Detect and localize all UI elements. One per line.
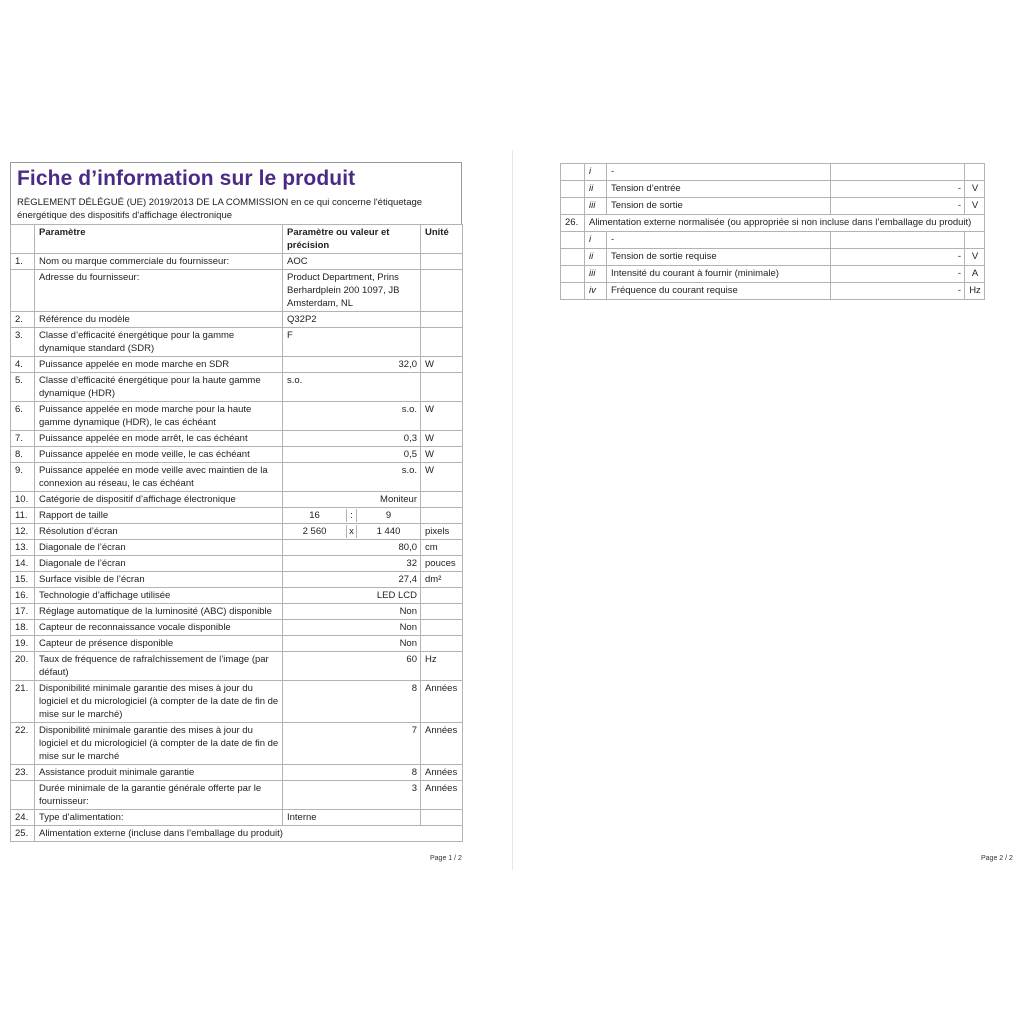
- table-row: [11, 431, 463, 447]
- split-value-b: 9: [385, 510, 392, 521]
- row-unit: [421, 373, 463, 402]
- row-number-blank: [561, 266, 585, 283]
- table-row: [11, 540, 463, 556]
- document-title: Fiche d’information sur le produit: [17, 167, 356, 190]
- row-parameter: Puissance appelée en mode marche en SDR: [35, 357, 283, 373]
- row-parameter: Alimentation externe (incluse dans l’emballage du produit): [35, 826, 463, 842]
- row-unit: W: [421, 447, 463, 463]
- row-unit: [421, 810, 463, 826]
- table-row: [11, 254, 463, 270]
- row-unit: dm²: [421, 572, 463, 588]
- row-value: [831, 232, 965, 249]
- row-parameter: Adresse du fournisseur:: [35, 270, 283, 312]
- table-row: [11, 524, 463, 540]
- row-value: Non: [283, 636, 421, 652]
- row-unit: W: [421, 431, 463, 447]
- header-param: Paramètre: [35, 225, 283, 254]
- row-number: 23.: [11, 765, 35, 781]
- table-row: [11, 604, 463, 620]
- table-row: [11, 781, 463, 810]
- row-unit: [421, 588, 463, 604]
- row-unit: [421, 604, 463, 620]
- row-unit: [421, 620, 463, 636]
- row-value: 27,4: [283, 572, 421, 588]
- row-number: 26.: [561, 215, 585, 232]
- row-value: 32: [283, 556, 421, 572]
- row-parameter: Classe d’efficacité énergétique pour la haute gamme dynamique (HDR): [35, 373, 283, 402]
- row-value: -: [831, 249, 965, 266]
- table-row: [11, 492, 463, 508]
- row-value: -: [831, 198, 965, 215]
- row-number-blank: [561, 283, 585, 300]
- row-value: 0,3: [283, 431, 421, 447]
- table-row: [11, 810, 463, 826]
- table-header-row: [11, 225, 463, 254]
- row-number: 7.: [11, 431, 35, 447]
- row-unit: Années: [421, 723, 463, 765]
- row-number: 17.: [11, 604, 35, 620]
- row-unit: [421, 492, 463, 508]
- row-value: -: [831, 266, 965, 283]
- document-subtitle: RÈGLEMENT DÉLÉGUÉ (UE) 2019/2013 DE LA COMMISSION en ce qui concerne l'étiquetage énergétique des dispositifs d'affichage électronique: [17, 197, 423, 221]
- row-parameter: Réglage automatique de la luminosité (ABC) disponible: [35, 604, 283, 620]
- row-value: -: [831, 283, 965, 300]
- row-value: [283, 508, 421, 524]
- row-unit: [421, 270, 463, 312]
- table-row: [11, 588, 463, 604]
- row-parameter: Référence du modèle: [35, 312, 283, 328]
- row-parameter: Catégorie de dispositif d’affichage électronique: [35, 492, 283, 508]
- page-2: [560, 163, 984, 300]
- split-value-sep: x: [347, 525, 357, 538]
- table-row: [11, 357, 463, 373]
- row-unit: A: [965, 266, 985, 283]
- row-unit: Années: [421, 781, 463, 810]
- row-number-blank: [561, 249, 585, 266]
- row-roman-index: i: [585, 232, 607, 249]
- table-row: [561, 283, 985, 300]
- row-parameter: Puissance appelée en mode marche pour la haute gamme dynamique (HDR), le cas échéant: [35, 402, 283, 431]
- row-unit: W: [421, 357, 463, 373]
- row-number-blank: [561, 181, 585, 198]
- row-value: AOC: [283, 254, 421, 270]
- row-roman-index: ii: [585, 249, 607, 266]
- row-parameter: Puissance appelée en mode arrêt, le cas échéant: [35, 431, 283, 447]
- row-unit: W: [421, 402, 463, 431]
- row-parameter: Nom ou marque commerciale du fournisseur:: [35, 254, 283, 270]
- row-number: [11, 781, 35, 810]
- row-unit: V: [965, 181, 985, 198]
- table-row: [11, 620, 463, 636]
- table-row: [11, 636, 463, 652]
- header-unit: Unité: [421, 225, 463, 254]
- row-unit: [421, 312, 463, 328]
- row-number: 3.: [11, 328, 35, 357]
- row-number: 22.: [11, 723, 35, 765]
- table-row: [11, 402, 463, 431]
- row-parameter: Disponibilité minimale garantie des mises à jour du logiciel et du micrologiciel (à compter de la date de fin de mise sur le marché: [35, 723, 283, 765]
- row-unit: Hz: [421, 652, 463, 681]
- page-1: [10, 162, 462, 842]
- row-value: s.o.: [283, 463, 421, 492]
- split-value-sep: :: [347, 509, 357, 522]
- row-value: LED LCD: [283, 588, 421, 604]
- row-parameter: Classe d’efficacité énergétique pour la gamme dynamique standard (SDR): [35, 328, 283, 357]
- row-parameter: Technologie d’affichage utilisée: [35, 588, 283, 604]
- row-unit: Années: [421, 681, 463, 723]
- row-value: F: [283, 328, 421, 357]
- split-value: [283, 509, 420, 522]
- row-value: s.o.: [283, 373, 421, 402]
- row-value: 8: [283, 765, 421, 781]
- row-value: Product Department, Prins Berhardplein 200 1097, JB Amsterdam, NL: [283, 270, 421, 312]
- row-parameter: Alimentation externe normalisée (ou appropriée si non incluse dans l’emballage du produit): [585, 215, 985, 232]
- row-number-blank: [561, 198, 585, 215]
- row-parameter: Capteur de présence disponible: [35, 636, 283, 652]
- split-value-a: 16: [283, 509, 347, 522]
- row-parameter: Assistance produit minimale garantie: [35, 765, 283, 781]
- row-parameter: Diagonale de l’écran: [35, 540, 283, 556]
- page-number-2: Page 2 / 2: [981, 855, 1013, 862]
- row-parameter: Type d’alimentation:: [35, 810, 283, 826]
- table-row: [11, 681, 463, 723]
- row-number: 15.: [11, 572, 35, 588]
- row-number: 4.: [11, 357, 35, 373]
- table-row: [11, 447, 463, 463]
- row-number: 12.: [11, 524, 35, 540]
- row-number: 6.: [11, 402, 35, 431]
- table-row: [561, 215, 985, 232]
- row-value: Non: [283, 604, 421, 620]
- row-parameter: -: [607, 232, 831, 249]
- row-parameter: Tension de sortie: [607, 198, 831, 215]
- row-parameter: -: [607, 164, 831, 181]
- row-number: 20.: [11, 652, 35, 681]
- row-number: 1.: [11, 254, 35, 270]
- row-roman-index: iv: [585, 283, 607, 300]
- row-parameter: Intensité du courant à fournir (minimale): [607, 266, 831, 283]
- table-row: [561, 232, 985, 249]
- split-value-b: 1 440: [376, 526, 401, 537]
- row-roman-index: iii: [585, 198, 607, 215]
- row-number: [11, 270, 35, 312]
- row-unit: Hz: [965, 283, 985, 300]
- row-number: 21.: [11, 681, 35, 723]
- row-value: Non: [283, 620, 421, 636]
- row-unit: [421, 508, 463, 524]
- table-row: [11, 270, 463, 312]
- row-value: 0,5: [283, 447, 421, 463]
- row-number: 8.: [11, 447, 35, 463]
- table-row: [561, 198, 985, 215]
- page-number-1: Page 1 / 2: [430, 855, 462, 862]
- table-row: [11, 826, 463, 842]
- row-number: 9.: [11, 463, 35, 492]
- table-row: [11, 765, 463, 781]
- row-parameter: Surface visible de l’écran: [35, 572, 283, 588]
- row-value: s.o.: [283, 402, 421, 431]
- table-row: [11, 556, 463, 572]
- row-unit: [421, 328, 463, 357]
- row-number: 14.: [11, 556, 35, 572]
- row-number: 5.: [11, 373, 35, 402]
- row-parameter: Taux de fréquence de rafraîchissement de l’image (par défaut): [35, 652, 283, 681]
- row-unit: V: [965, 198, 985, 215]
- row-number: 25.: [11, 826, 35, 842]
- row-unit: pouces: [421, 556, 463, 572]
- row-parameter: Capteur de reconnaissance vocale disponible: [35, 620, 283, 636]
- row-value: 7: [283, 723, 421, 765]
- row-unit: [965, 232, 985, 249]
- header-num: [11, 225, 35, 254]
- split-value: [283, 525, 420, 538]
- row-number-blank: [561, 164, 585, 181]
- split-value-a: 2 560: [283, 525, 347, 538]
- row-number: 2.: [11, 312, 35, 328]
- row-unit: cm: [421, 540, 463, 556]
- row-parameter: Disponibilité minimale garantie des mises à jour du logiciel et du micrologiciel (à compter de la date de fin de mise sur le marché): [35, 681, 283, 723]
- table-row: [561, 266, 985, 283]
- row-parameter: Résolution d’écran: [35, 524, 283, 540]
- row-parameter: Diagonale de l’écran: [35, 556, 283, 572]
- product-info-table: [10, 224, 463, 842]
- row-roman-index: i: [585, 164, 607, 181]
- row-parameter: Puissance appelée en mode veille avec maintien de la connexion au réseau, le cas échéant: [35, 463, 283, 492]
- title-block: [10, 162, 462, 224]
- row-value: 80,0: [283, 540, 421, 556]
- table-row: [11, 723, 463, 765]
- table-row: [11, 463, 463, 492]
- row-value: 8: [283, 681, 421, 723]
- row-number: 19.: [11, 636, 35, 652]
- row-number-blank: [561, 232, 585, 249]
- row-value: Q32P2: [283, 312, 421, 328]
- row-unit: Années: [421, 765, 463, 781]
- row-value: Moniteur: [283, 492, 421, 508]
- table-row: [11, 373, 463, 402]
- row-number: 16.: [11, 588, 35, 604]
- row-unit: [965, 164, 985, 181]
- row-parameter: Rapport de taille: [35, 508, 283, 524]
- row-number: 10.: [11, 492, 35, 508]
- row-unit: W: [421, 463, 463, 492]
- row-value: 60: [283, 652, 421, 681]
- table-row: [11, 652, 463, 681]
- row-parameter: Durée minimale de la garantie générale offerte par le fournisseur:: [35, 781, 283, 810]
- table-row: [561, 249, 985, 266]
- table-row: [11, 508, 463, 524]
- row-unit: [421, 636, 463, 652]
- row-roman-index: ii: [585, 181, 607, 198]
- row-value: 32,0: [283, 357, 421, 373]
- table-row: [11, 572, 463, 588]
- row-parameter: Puissance appelée en mode veille, le cas échéant: [35, 447, 283, 463]
- row-unit: [421, 254, 463, 270]
- page-divider: [512, 150, 513, 870]
- row-parameter: Tension de sortie requise: [607, 249, 831, 266]
- row-value: Interne: [283, 810, 421, 826]
- row-value: -: [831, 181, 965, 198]
- row-value: 3: [283, 781, 421, 810]
- row-value: [283, 524, 421, 540]
- table-row: [561, 164, 985, 181]
- row-unit: V: [965, 249, 985, 266]
- row-number: 24.: [11, 810, 35, 826]
- table-row: [11, 312, 463, 328]
- header-value: Paramètre ou valeur et précision: [283, 225, 421, 254]
- table-row: [11, 328, 463, 357]
- row-unit: pixels: [421, 524, 463, 540]
- table-row: [561, 181, 985, 198]
- row-number: 18.: [11, 620, 35, 636]
- row-number: 13.: [11, 540, 35, 556]
- row-parameter: Tension d’entrée: [607, 181, 831, 198]
- product-info-table-continued: [560, 163, 985, 300]
- row-roman-index: iii: [585, 266, 607, 283]
- row-number: 11.: [11, 508, 35, 524]
- row-value: [831, 164, 965, 181]
- row-parameter: Fréquence du courant requise: [607, 283, 831, 300]
